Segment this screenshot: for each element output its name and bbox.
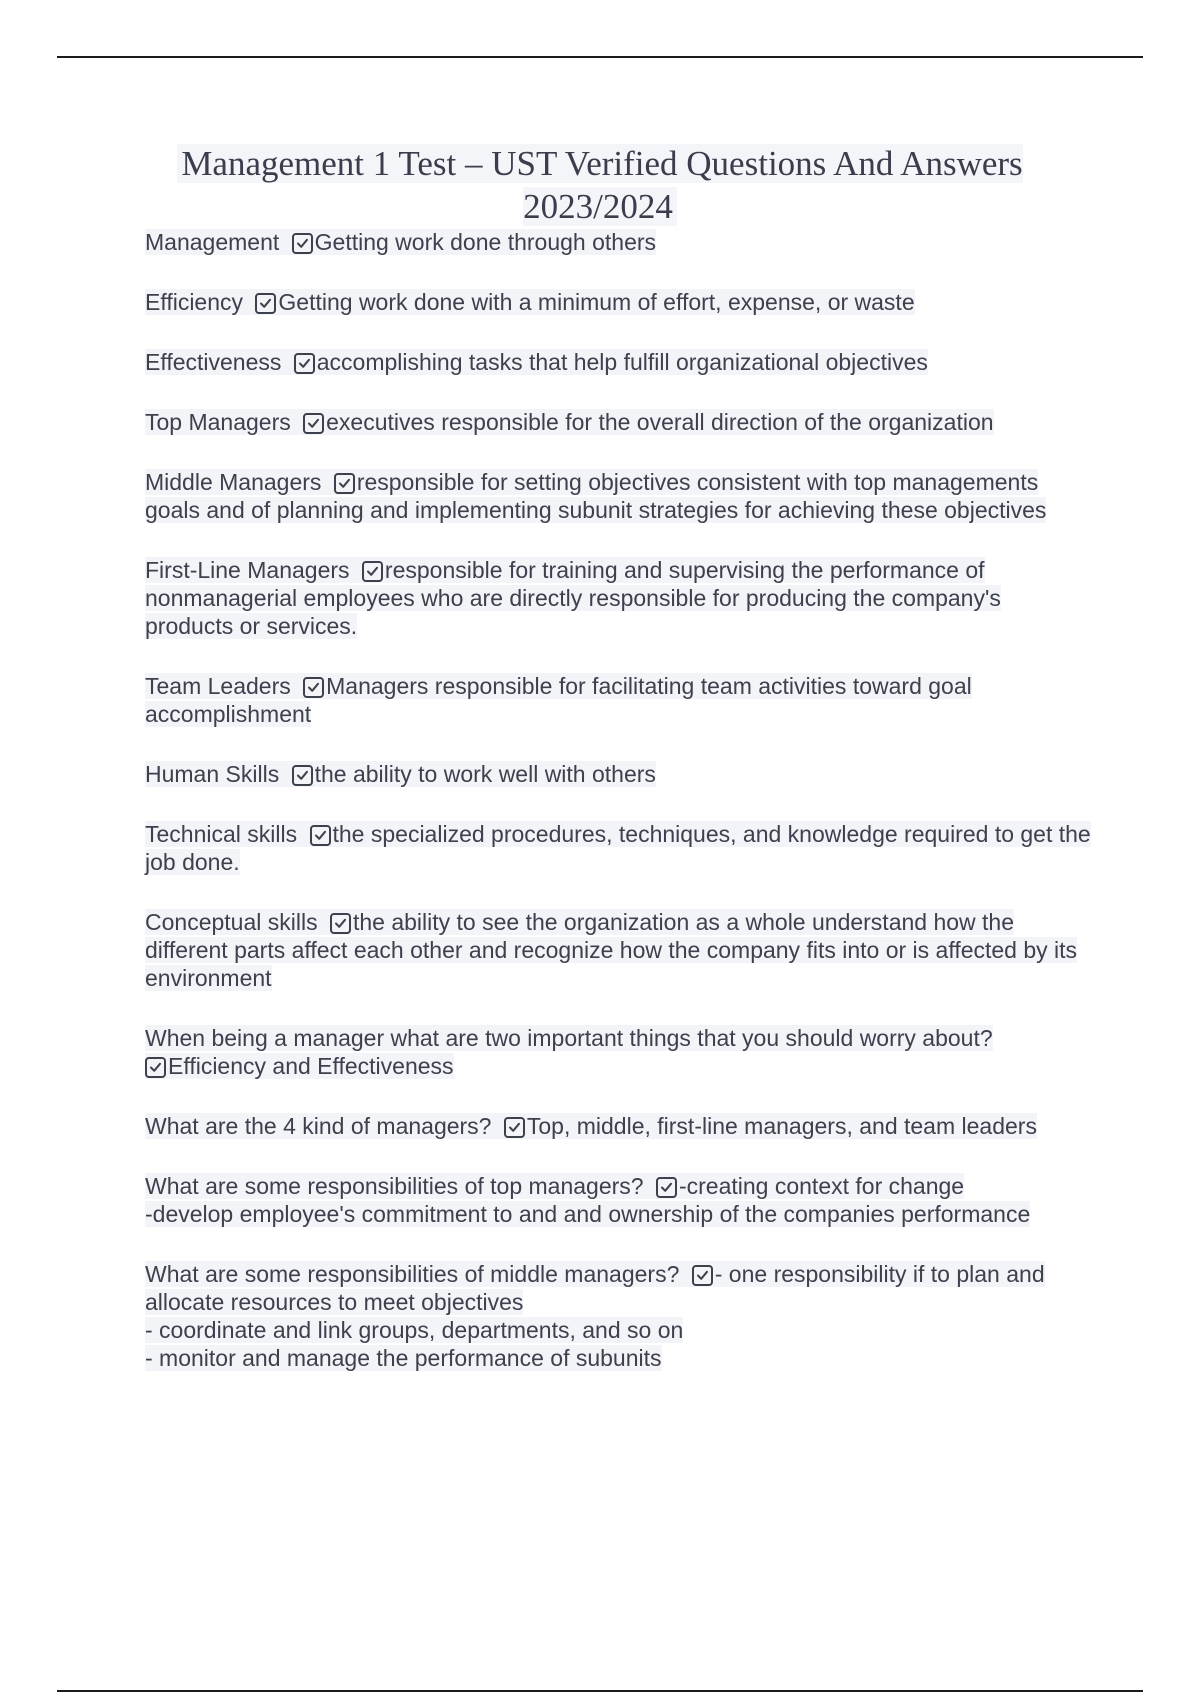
qa-answer: the ability to see the organization as a whole understand how the different parts affect each other and recognize how the company fits into or is affected by its environment — [145, 909, 1078, 991]
qa-term: Middle Managers — [145, 469, 328, 495]
qa-term: Efficiency — [145, 289, 250, 315]
qa-answer: Getting work done through others — [314, 229, 657, 255]
qa-term: What are the 4 kind of managers? — [145, 1113, 498, 1139]
qa-term: Human Skills — [145, 761, 286, 787]
qa-term: What are some responsibilities of middle managers? — [145, 1261, 686, 1287]
checked-box-icon — [292, 765, 313, 786]
qa-answer: Efficiency and Effectiveness — [168, 1053, 454, 1079]
qa-answer: executives responsible for the overall direction of the organization — [326, 409, 994, 435]
qa-answer: the specialized procedures, techniques, and knowledge required to get the job done. — [145, 821, 1091, 875]
qa-item — [145, 408, 1095, 436]
checked-box-icon — [294, 353, 315, 374]
qa-item — [145, 1024, 1095, 1080]
qa-term: First-Line Managers — [145, 557, 356, 583]
checked-box-icon — [292, 233, 313, 254]
qa-list — [145, 228, 1095, 1404]
qa-item — [145, 908, 1095, 992]
qa-item — [145, 288, 1095, 316]
qa-item — [145, 348, 1095, 376]
qa-item — [145, 228, 1095, 256]
qa-answer: responsible for setting objectives consistent with top managements goals and of planning and implementing subunit strategies for achieving these objectives — [145, 469, 1047, 523]
qa-answer: -creating context for change -develop employee's commitment to and and ownership of the companies performance — [145, 1173, 1031, 1227]
qa-item — [145, 1172, 1095, 1228]
checked-box-icon — [692, 1265, 713, 1286]
qa-item — [145, 1112, 1095, 1140]
qa-term: Top Managers — [145, 409, 298, 435]
qa-item — [145, 760, 1095, 788]
qa-term: Technical skills — [145, 821, 304, 847]
checked-box-icon — [362, 561, 383, 582]
qa-answer: responsible for training and supervising the performance of nonmanagerial employees who are directly responsible for producing the company's products or services. — [145, 557, 1001, 639]
qa-answer: Top, middle, first-line managers, and team leaders — [526, 1113, 1037, 1139]
qa-term: When being a manager what are two important things that you should worry about? — [145, 1025, 993, 1051]
checked-box-icon — [656, 1177, 677, 1198]
document-title: Management 1 Test – UST Verified Questions And Answers 2023/2024 — [100, 142, 1100, 228]
qa-term: Conceptual skills — [145, 909, 324, 935]
checked-box-icon — [303, 677, 324, 698]
bottom-rule — [57, 1690, 1143, 1692]
qa-item — [145, 672, 1095, 728]
checked-box-icon — [334, 473, 355, 494]
checked-box-icon — [504, 1117, 525, 1138]
checked-box-icon — [145, 1057, 166, 1078]
qa-term: Management — [145, 229, 286, 255]
checked-box-icon — [310, 825, 331, 846]
qa-answer: Managers responsible for facilitating team activities toward goal accomplishment — [145, 673, 972, 727]
qa-answer: Getting work done with a minimum of effort, expense, or waste — [278, 289, 915, 315]
qa-term: What are some responsibilities of top managers? — [145, 1173, 650, 1199]
qa-answer: - one responsibility if to plan and allocate resources to meet objectives - coordinate and link groups, departments, and so on - monitor and manage the performance of subunits — [145, 1261, 1045, 1371]
qa-term: Team Leaders — [145, 673, 298, 699]
qa-item — [145, 1260, 1095, 1372]
qa-term: Effectiveness — [145, 349, 288, 375]
qa-item — [145, 556, 1095, 640]
top-rule — [57, 56, 1143, 58]
checked-box-icon — [303, 413, 324, 434]
qa-item — [145, 820, 1095, 876]
qa-answer: accomplishing tasks that help fulfill organizational objectives — [316, 349, 928, 375]
qa-item — [145, 468, 1095, 524]
checked-box-icon — [330, 913, 351, 934]
qa-answer: the ability to work well with others — [314, 761, 656, 787]
checked-box-icon — [255, 293, 276, 314]
